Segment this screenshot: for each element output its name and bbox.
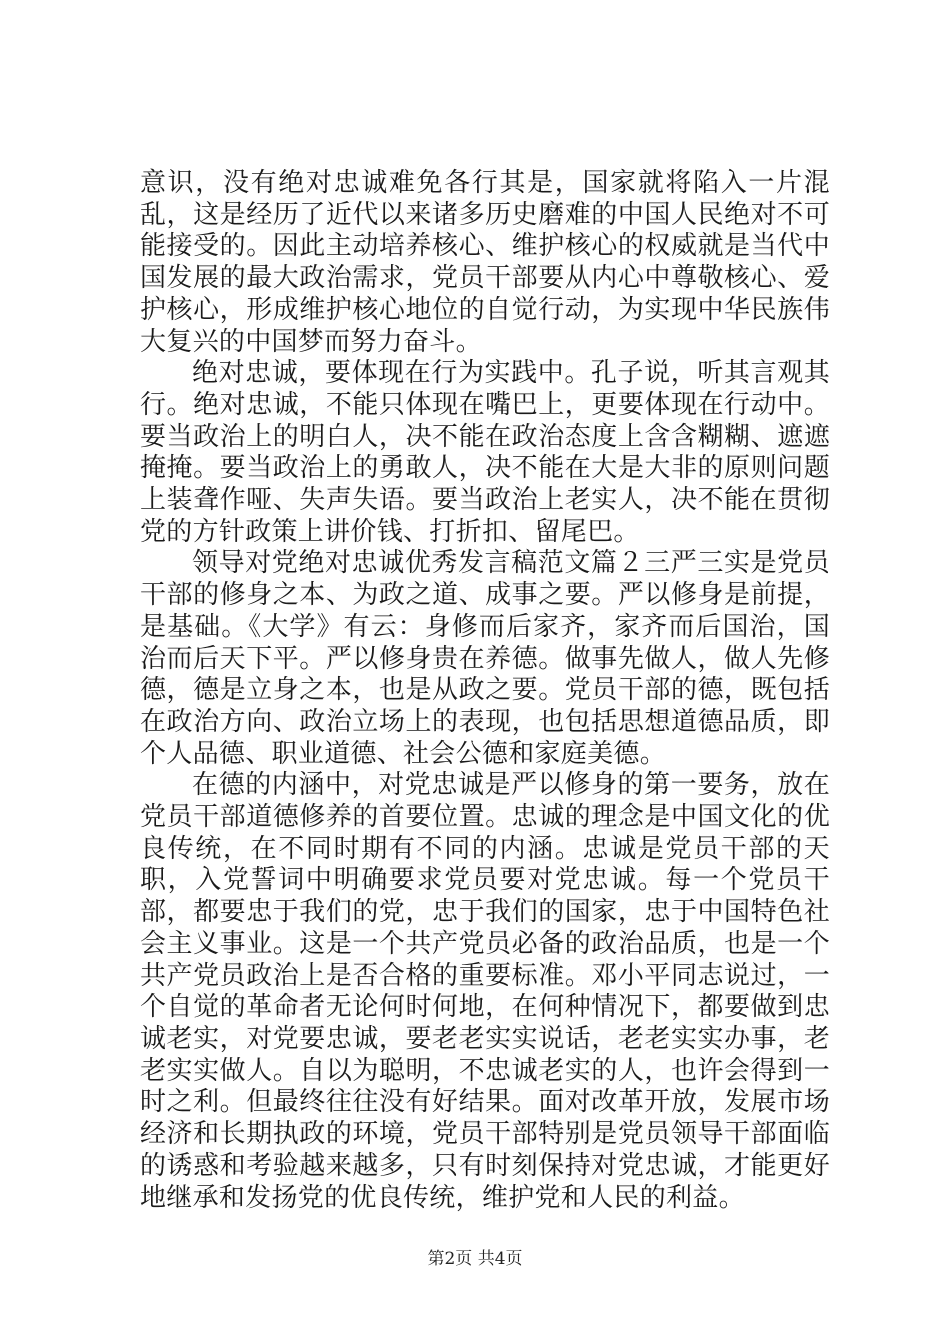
paragraph-3: 领导对党绝对忠诚优秀发言稿范文篇２三严三实是党员干部的修身之本、为政之道、成事之要。严以修身是前提，是基础。《大学》有云：身修而后家齐，家齐而后国治，国治而后天下平。严以修身贵在养德。做事先做人，做人先修德，德是立身之本，也是从政之要。党员干部的德，既包括在政治方向、政治立场上的表现，也包括思想道德品质，即个人品德、职业道德、社会公德和家庭美德。	[140, 548, 830, 769]
paragraph-4: 在德的内涵中，对党忠诚是严以修身的第一要务，放在党员干部道德修养的首要位置。忠诚的理念是中国文化的优良传统，在不同时期有不同的内涵。忠诚是党员干部的天职，入党誓词中明确要求党员要对党忠诚。每一个党员干部，都要忠于我们的党，忠于我们的国家，忠于中国特色社会主义事业。这是一个共产党员必备的政治品质，也是一个共产党员政治上是否合格的重要标准。邓小平同志说过，一个自觉的革命者无论何时何地，在何种情况下，都要做到忠诚老实，对党要忠诚，要老老实实说话，老老实实办事，老老实实做人。自以为聪明，不忠诚老实的人，也许会得到一时之利。但最终往往没有好结果。面对改革开放，发展市场经济和长期执政的环境，党员干部特别是党员领导干部面临的诱惑和考验越来越多，只有时刻保持对党忠诚，才能更好地继承和发扬党的优良传统，维护党和人民的利益。	[140, 770, 830, 1213]
page-footer: 第2页 共4页	[427, 1249, 523, 1269]
document-body	[140, 168, 830, 1214]
paragraph-2: 绝对忠诚，要体现在行为实践中。孔子说，听其言观其行。绝对忠诚，不能只体现在嘴巴上，更要体现在行动中。要当政治上的明白人，决不能在政治态度上含含糊糊、遮遮掩掩。要当政治上的勇敢人，决不能在大是大非的原则问题上装聋作哑、失声失语。要当政治上老实人，决不能在贯彻党的方针政策上讲价钱、打折扣、留尾巴。	[140, 358, 830, 547]
paragraph-1: 意识，没有绝对忠诚难免各行其是，国家就将陷入一片混乱，这是经历了近代以来诸多历史磨难的中国人民绝对不可能接受的。因此主动培养核心、维护核心的权威就是当代中国发展的最大政治需求，党员干部要从内心中尊敬核心、爱护核心，形成维护核心地位的自觉行动，为实现中华民族伟大复兴的中国梦而努力奋斗。	[140, 168, 830, 357]
